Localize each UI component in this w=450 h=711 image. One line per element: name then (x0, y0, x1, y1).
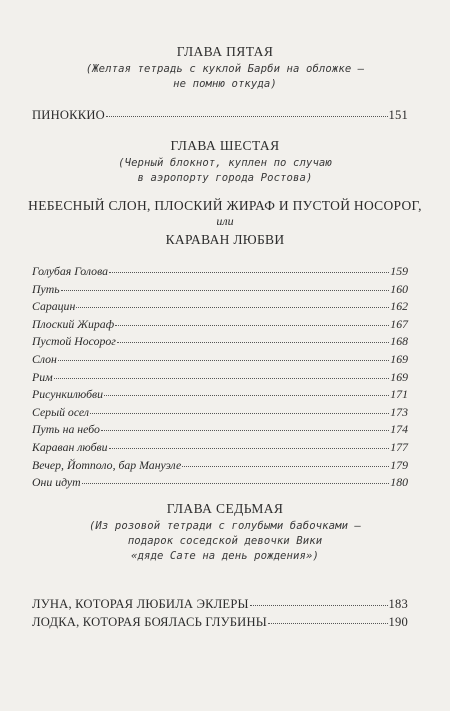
entry-page: 151 (388, 108, 408, 122)
entry-page: 162 (390, 299, 408, 314)
entry-title: Слон (32, 352, 57, 366)
leader-dots (109, 446, 390, 449)
leader-dots (268, 621, 388, 624)
toc-entry[interactable] (32, 263, 408, 279)
entry-title: Вечер, Йотполо, бар Мануэле (32, 457, 182, 472)
leader-dots (250, 603, 388, 606)
toc-entry[interactable] (32, 298, 408, 314)
note-line: (Из розовой тетради с голубыми бабочками — (88, 520, 362, 532)
entry-page: 174 (390, 422, 408, 437)
entry-title: Путь на небо (32, 422, 100, 437)
entry-title: Караван любви (32, 440, 108, 454)
chapter-5-title: ГЛАВА ПЯТАЯ (176, 44, 274, 59)
entry-page: 177 (390, 440, 408, 454)
entry-title: ЛОДКА, КОТОРАЯ БОЯЛАСЬ ГЛУБИНЫ (32, 614, 267, 629)
toc-entry[interactable] (32, 421, 408, 437)
entry-page: 183 (388, 597, 408, 611)
chapter-5-note (40, 62, 410, 92)
leader-dots (104, 393, 389, 396)
note-line: в аэропорту города Ростова) (137, 172, 313, 184)
note-line: «дяде Сате на день рождения») (131, 550, 319, 562)
chapter-6-note (40, 156, 410, 186)
entry-title: Рим (32, 369, 53, 384)
entry-title: Сарацин (32, 299, 76, 314)
toc-entry[interactable] (32, 369, 408, 385)
entry-page: 159 (390, 264, 408, 278)
toc-entry[interactable] (32, 404, 408, 420)
toc-entry[interactable] (32, 457, 408, 473)
toc-entry[interactable] (32, 351, 408, 367)
entry-page: 171 (390, 387, 408, 402)
entry-page: 169 (390, 352, 408, 366)
entry-page: 169 (390, 369, 408, 384)
toc-entry[interactable] (32, 614, 408, 630)
entry-page: 167 (390, 316, 408, 331)
chapter-7-note (40, 519, 410, 564)
toc-entry[interactable] (32, 333, 408, 349)
entry-title: Путь (32, 281, 60, 296)
entry-title: Они идут (32, 475, 81, 490)
entry-title: ЛУНА, КОТОРАЯ ЛЮБИЛА ЭКЛЕРЫ (32, 597, 249, 611)
leader-dots (82, 481, 390, 484)
leader-dots (76, 305, 389, 308)
note-line: (Желтая тетрадь с куклой Барби на обложке — (85, 63, 365, 75)
entry-page: 168 (390, 334, 408, 349)
leader-dots (182, 464, 389, 467)
entry-title: Серый осел (32, 404, 89, 419)
leader-dots (115, 323, 389, 326)
leader-dots (61, 288, 390, 291)
toc-entry[interactable] (32, 281, 408, 297)
entry-page: 173 (390, 404, 408, 419)
entry-page: 160 (390, 281, 408, 296)
leader-dots (106, 114, 388, 117)
chapter-7-title: ГЛАВА СЕДЬМАЯ (166, 501, 284, 516)
note-line: (Черный блокнот, куплен по случаю (118, 157, 332, 169)
entry-page: 190 (388, 614, 408, 629)
leader-dots (109, 270, 389, 273)
chapter-6-title: ГЛАВА ШЕСТАЯ (170, 138, 280, 153)
entry-page: 179 (390, 457, 408, 472)
toc-entry[interactable] (32, 596, 408, 612)
entry-title: Голубая Голова (32, 264, 109, 278)
toc-entry[interactable] (32, 386, 408, 402)
note-line: не помню откуда) (173, 78, 277, 90)
note-line: подарок соседской девочки Вики (127, 535, 323, 547)
leader-dots (54, 376, 390, 379)
section-title: НЕБЕСНЫЙ СЛОН, ПЛОСКИЙ ЖИРАФ И ПУСТОЙ НОСОРОГ, (28, 198, 422, 213)
toc-entry[interactable] (32, 439, 408, 455)
leader-dots (101, 428, 389, 431)
section-or: или (216, 214, 234, 228)
leader-dots (90, 411, 389, 414)
entry-title: Рисункилюбви (32, 387, 104, 402)
entry-title: Пустой Носорог (32, 334, 116, 349)
leader-dots (58, 358, 389, 361)
entry-page: 180 (390, 475, 408, 490)
section-subtitle: КАРАВАН ЛЮБВИ (165, 232, 285, 247)
toc-entry[interactable] (32, 316, 408, 332)
entry-title: Плоский Жираф (32, 316, 115, 331)
leader-dots (117, 340, 389, 343)
toc-entry-pinocchio[interactable] (32, 107, 408, 123)
toc-entry[interactable] (32, 474, 408, 490)
entry-title: ПИНОККИО (32, 108, 105, 122)
